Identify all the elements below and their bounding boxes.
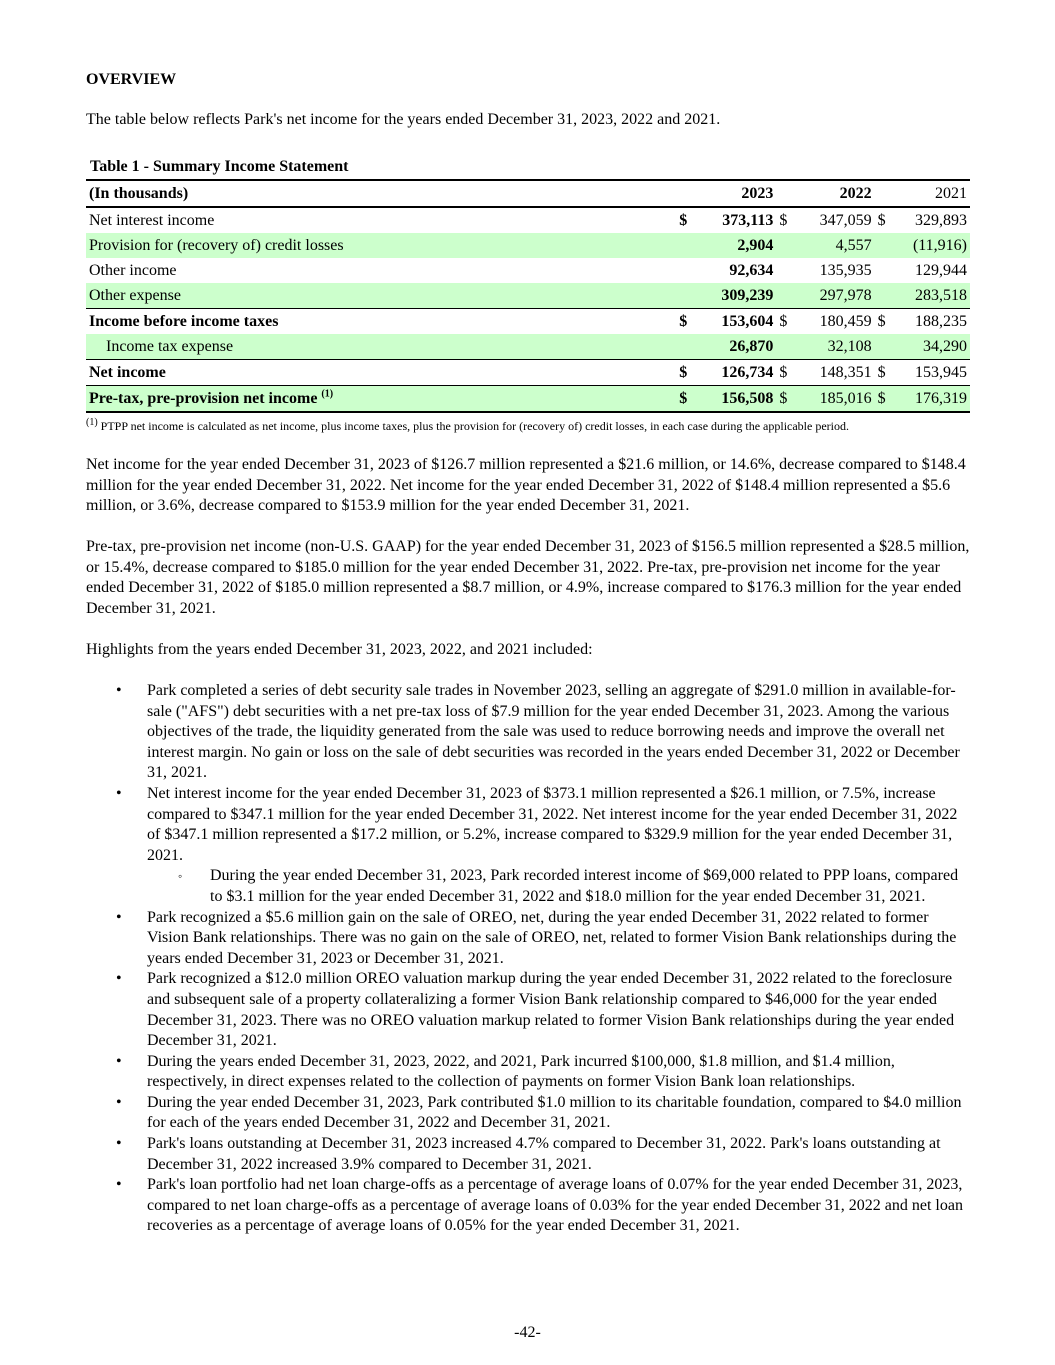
currency-2022 <box>776 334 792 360</box>
table-footnote: $^{(1)}$ PTPP net income is calculated as net income, plus income taxes, plus the provision for (recovery of) credit losses, in each case during the applicable period. <box>86 417 850 433</box>
currency-2021: $ <box>875 309 891 335</box>
currency-2021: $ <box>877 212 886 229</box>
header-label: (In thousands) <box>86 180 676 207</box>
value-2022: 32,108 <box>792 334 874 360</box>
currency-2023: $ <box>676 360 692 386</box>
bullet-icon: • <box>116 908 122 926</box>
value-2021: 329,893 <box>915 212 967 229</box>
value-2023: 26,870 <box>692 334 776 360</box>
value-2021: 34,290 <box>891 334 970 360</box>
value-2023: 153,604 <box>692 309 776 335</box>
bullet-icon: • <box>116 970 122 988</box>
highlights-list <box>86 681 971 1237</box>
bullet-item <box>86 1093 971 1134</box>
value-2023: 373,113 <box>722 212 774 229</box>
currency-2021: $ <box>875 360 891 386</box>
value-2023: 156,508 <box>692 386 776 413</box>
currency-2021 <box>875 334 891 360</box>
value-2021: 176,319 <box>891 386 970 413</box>
bullet-icon: • <box>116 682 122 699</box>
bullet-icon: • <box>116 1093 122 1111</box>
value-2023: 92,634 <box>729 262 774 279</box>
paragraph-net-income: Net income for the year ended December 31, 2023 of $126.7 million represented a $21.6 million, or 14.6%, decrease compared to $148.4 million for the year ended December 31, 2022. Net income for the year ended December 31, 2022 of $148.4 million represented a $5.6 million, or 3.6%, decrease compared to $153.9 million for the year ended December 31, 2021. <box>86 456 966 515</box>
value-2022: 347,059 <box>819 212 872 229</box>
currency-2023: $ <box>679 212 688 229</box>
header-2023: 2023 <box>692 180 776 207</box>
table-row <box>86 360 970 386</box>
bullet-item <box>86 1052 971 1093</box>
bullet-item <box>86 681 971 784</box>
currency-2023 <box>676 233 692 258</box>
paragraph-highlights-intro: Highlights from the years ended December 31, 2023, 2022, and 2021 included: <box>86 641 593 658</box>
currency-2021: $ <box>875 386 891 413</box>
currency-2021 <box>875 233 891 258</box>
table-title: Table 1 - Summary Income Statement <box>90 158 349 175</box>
currency-2023 <box>676 258 692 283</box>
section-heading: OVERVIEW <box>86 71 177 88</box>
bullet-item <box>86 784 971 866</box>
currency-2021 <box>875 258 891 283</box>
currency-2022 <box>776 233 792 258</box>
paragraph-ptpp: Pre-tax, pre-provision net income (non-U.S. GAAP) for the year ended December 31, 2023 of $156.5 million represented a $28.5 million, or 15.4%, decrease compared to $185.0 million for the year ended December 31, 2022. Pre-tax, pre-provision net income for the year ended December 31, 2022 of $185.0 million represented a $8.7 million, or 4.9%, increase compared to $176.3 million for the year ended December 31, 2021. <box>86 538 970 617</box>
row-label: Net interest income <box>89 212 215 229</box>
header-2021: 2021 <box>891 180 970 207</box>
bullet-text: During the years ended December 31, 2023, 2022, and 2021, Park incurred $100,000, $1.8 million, and $1.4 million, respectively, in direct expenses related to the collection of payments on former Vision Bank loan relationships. <box>147 1052 895 1091</box>
bullet-text: Park's loan portfolio had net loan charge-offs as a percentage of average loans of 0.07% for the year ended December 31, 2023, compared to net loan charge-offs as a percentage of average loans of 0.03% for the year ended December 31, 2022 and net loan recoveries as a percentage of average loans of 0.05% for the year ended December 31, 2021. <box>147 1176 963 1235</box>
row-label: Other expense <box>86 283 676 309</box>
currency-2022: $ <box>776 309 792 335</box>
row-label: Other income <box>89 262 177 279</box>
bullet-item <box>86 1134 971 1175</box>
value-2022: 4,557 <box>792 233 874 258</box>
value-2022: 148,351 <box>792 360 874 386</box>
currency-2023 <box>676 283 692 309</box>
value-2023: 2,904 <box>692 233 776 258</box>
bullet-icon: • <box>116 1176 122 1194</box>
bullet-item <box>86 908 971 970</box>
value-2021: 283,518 <box>891 283 970 309</box>
bullet-text: Park recognized a $12.0 million OREO valuation markup during the year ended December 31, 2022 related to the foreclosure and subsequent sale of a property collateralizing a former Vision Bank relationship compared to $46,000 for the year ended December 31, 2023. There was no OREO valuation markup related to former Vision Bank relationships during the year ended December 31, 2021. <box>147 970 955 1050</box>
value-2023: 126,734 <box>692 360 776 386</box>
currency-2022: $ <box>776 360 792 386</box>
table-row <box>86 207 970 233</box>
row-label: Income before income taxes <box>86 309 676 335</box>
sub-bullet-item <box>86 866 971 907</box>
value-2021: 129,944 <box>915 262 967 279</box>
page-number: -42- <box>514 1324 541 1341</box>
bullet-icon: • <box>116 784 122 802</box>
currency-2021 <box>875 283 891 309</box>
table-row <box>86 283 970 309</box>
bullet-text: Park's loans outstanding at December 31, 2023 increased 4.7% compared to December 31, 2022. Park's loans outstanding at December 31, 2022 increased 3.9% compared to December 31, 2021. <box>147 1135 941 1173</box>
row-label: Net income <box>86 360 676 386</box>
table-row <box>86 309 970 335</box>
table-row <box>86 334 970 360</box>
sub-bullet-text: During the year ended December 31, 2023, Park recorded interest income of $69,000 related to PPP loans, compared to $3.1 million for the year ended December 31, 2022 and $18.0 million for the year ended December 31, 2021. <box>210 867 959 905</box>
value-2022: 180,459 <box>792 309 874 335</box>
value-2021: 188,235 <box>891 309 970 335</box>
bullet-icon: • <box>116 1052 122 1070</box>
row-label: Income tax expense <box>86 334 676 360</box>
summary-income-table <box>86 179 970 413</box>
value-2022: 185,016 <box>792 386 874 413</box>
currency-2023: $ <box>676 309 692 335</box>
table-row <box>86 258 970 283</box>
currency-2022: $ <box>779 212 788 229</box>
row-label: Pre-tax, pre-provision net income $^{(1)}$ <box>86 386 676 413</box>
table-row <box>86 386 970 413</box>
intro-text: The table below reflects Park's net income for the years ended December 31, 2023, 2022 and 2021. <box>86 111 721 128</box>
bullet-text: Net interest income for the year ended December 31, 2023 of $373.1 million represented a $26.1 million, or 7.5%, increase compared to $347.1 million for the year ended December 31, 2022. Net interest income for the year ended December 31, 2022 of $347.1 million represented a $17.2 million, or 5.2%, increase compared to $329.9 million for the year ended December 31, 2021. <box>147 784 958 864</box>
value-2022: 135,935 <box>819 262 872 279</box>
currency-2022 <box>776 283 792 309</box>
header-2022: 2022 <box>792 180 874 207</box>
bullet-text: During the year ended December 31, 2023, Park contributed $1.0 million to its charitable foundation, compared to $4.0 million for each of the years ended December 31, 2022 and December 31, 2021. <box>147 1093 962 1132</box>
value-2022: 297,978 <box>792 283 874 309</box>
bullet-text: Park completed a series of debt security sale trades in November 2023, selling an aggregate of $291.0 million in available-for-sale ("AFS") debt securities with a net pre-tax loss of $7.9 million for the year ended December 31, 2023. Among the various objectives of the trade, the liquidity generated from the sale was used to reduce borrowing needs and improve the overall net interest margin. No gain or loss on the sale of debt securities was recorded in the years ended December 31, 2022 or December 31, 2021. <box>147 682 960 782</box>
currency-2023 <box>676 334 692 360</box>
table-row <box>86 233 970 258</box>
value-2021: (11,916) <box>891 233 970 258</box>
table-header <box>86 180 970 207</box>
value-2023: 309,239 <box>692 283 776 309</box>
bullet-icon: • <box>116 1135 122 1153</box>
value-2021: 153,945 <box>891 360 970 386</box>
bullet-item <box>86 1175 971 1237</box>
row-label: Provision for (recovery of) credit losses <box>86 233 676 258</box>
currency-2023: $ <box>676 386 692 413</box>
bullet-item <box>86 969 971 1051</box>
currency-2022 <box>776 258 792 283</box>
bullet-text: Park recognized a $5.6 million gain on the sale of OREO, net, during the year ended December 31, 2022 related to former Vision Bank relationships. There was no gain on the sale of OREO, net, related to former Vision Bank relationships during the years ended December 31, 2023 or December 31, 2021. <box>147 908 957 967</box>
sub-bullet-icon: ◦ <box>178 869 183 884</box>
currency-2022: $ <box>776 386 792 413</box>
